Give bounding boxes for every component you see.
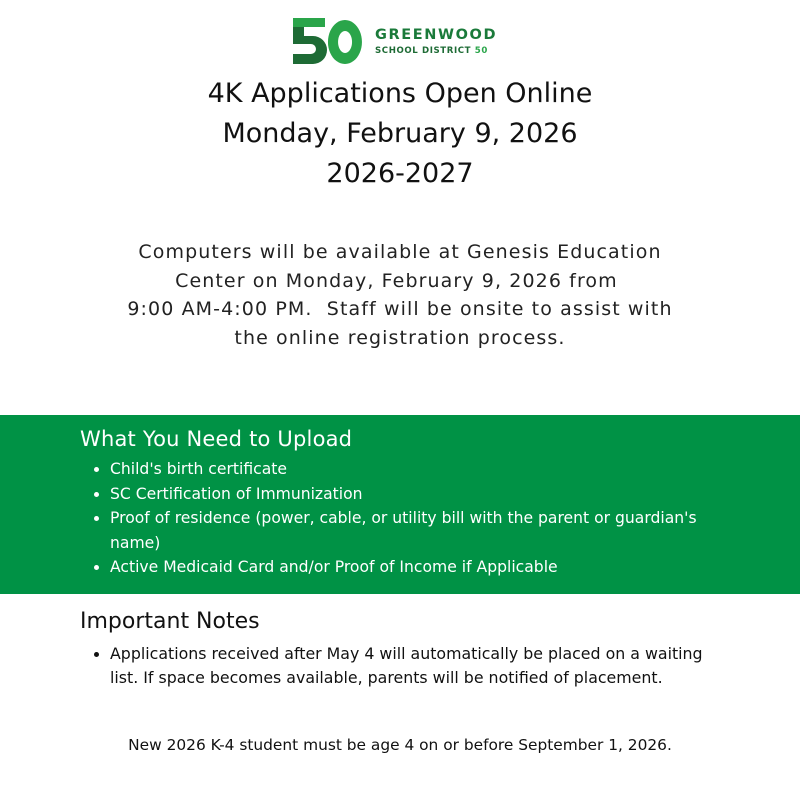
age-requirement-note: New 2026 K-4 student must be age 4 on or before September 1, 2026. (128, 736, 672, 754)
headline-line-title: 4K Applications Open Online (207, 78, 593, 109)
list-item (80, 642, 720, 690)
district-number: 50 (474, 45, 488, 56)
district-logo (293, 17, 497, 67)
list-item (80, 555, 720, 580)
district-subtitle (375, 47, 497, 56)
intro-line: the online registration process. (234, 326, 566, 349)
bullet-icon (94, 492, 99, 497)
bullet-icon (94, 652, 99, 657)
logo-50-mark-icon (293, 18, 363, 66)
bullet-icon (94, 565, 99, 570)
list-item-text: Active Medicaid Card and/or Proof of Income if Applicable (110, 558, 558, 576)
district-name: GREENWOOD (375, 27, 498, 44)
intro-line: Center on Monday, February 9, 2026 from (175, 269, 625, 292)
list-item (80, 457, 720, 482)
headline (0, 74, 800, 194)
upload-requirements-section (0, 415, 800, 594)
upload-heading: What You Need to Upload (80, 427, 353, 451)
notes-heading: Important Notes (80, 609, 260, 634)
headline-line-school-year: 2026-2027 (326, 158, 474, 189)
list-item-text: Proof of residence (power, cable, or utility bill with the parent or guardian's name) (110, 509, 697, 552)
district-subtitle-text: SCHOOL DISTRICT (375, 45, 472, 56)
list-item-text: Child's birth certificate (110, 460, 287, 478)
list-item (80, 506, 720, 555)
bullet-icon (94, 467, 99, 472)
bullet-icon (94, 516, 99, 521)
list-item (80, 482, 720, 507)
intro-line: Computers will be available at Genesis Education (138, 241, 662, 263)
notes-list (80, 642, 720, 690)
headline-line-date: Monday, February 9, 2026 (222, 118, 578, 149)
intro-paragraph (0, 238, 800, 352)
list-item-text: SC Certification of Immunization (110, 484, 363, 503)
list-item-text: Applications received after May 4 will automatically be placed on a waiting list. If space becomes available, parents will be notified of placement. (110, 644, 703, 687)
upload-list (80, 457, 720, 580)
intro-line: 9:00 AM-4:00 PM. Staff will be onsite to assist with (127, 298, 673, 320)
